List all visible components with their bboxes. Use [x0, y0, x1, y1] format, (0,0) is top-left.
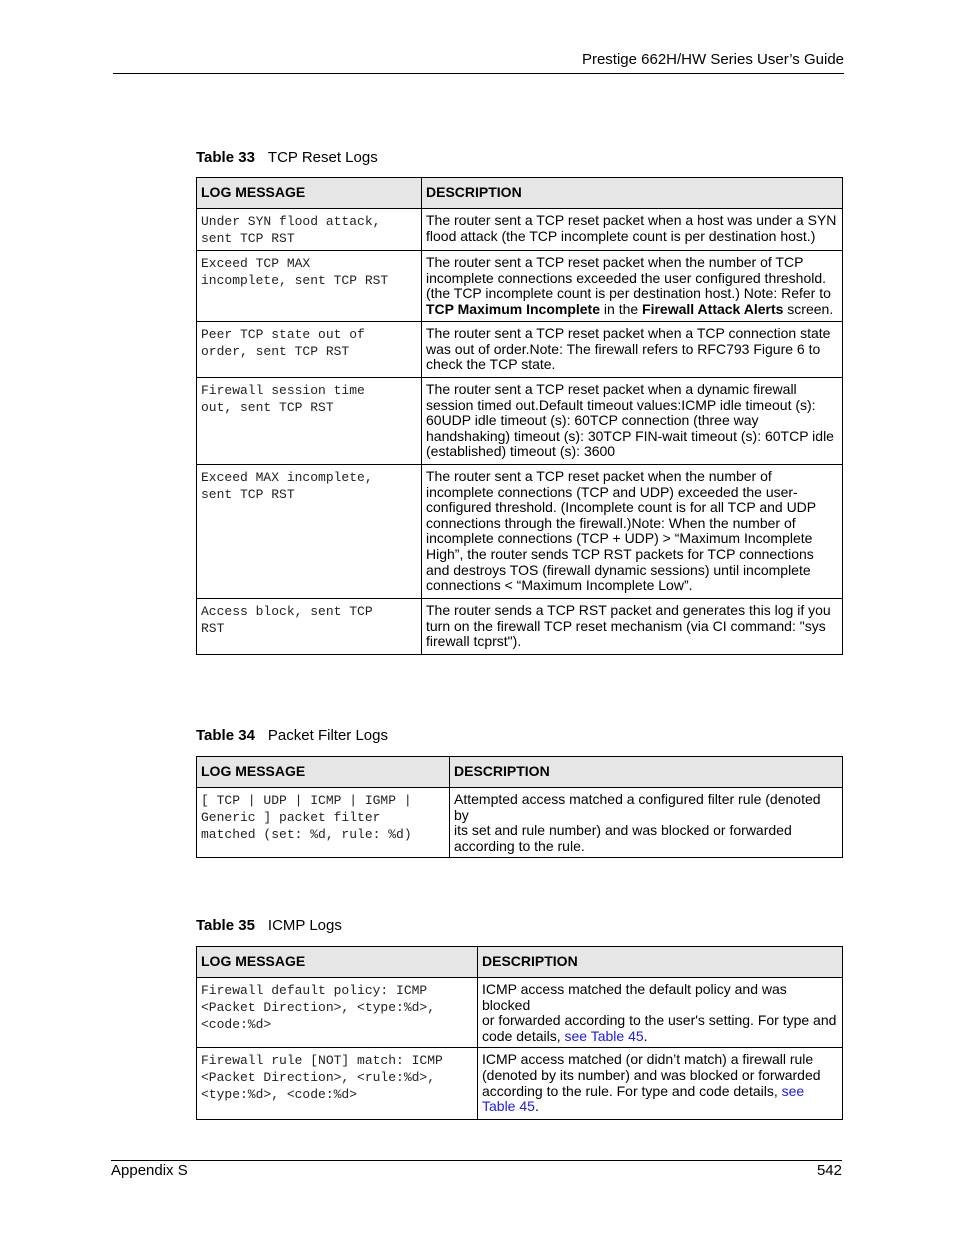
- description-line: session timed out.Default timeout values:ICMP idle timeout (s):: [426, 396, 816, 413]
- description-line: or forwarded according to the user's setting. For type and: [482, 1012, 837, 1029]
- description-line: High”, the router sends TCP RST packets for TCP connections: [426, 545, 814, 562]
- description-line: connections through the firewall.)Note: When the number of: [426, 514, 796, 531]
- description-line: and destroys TOS (firewall dynamic sessions) until incomplete: [426, 561, 811, 578]
- log-message-cell: [197, 465, 422, 599]
- description-line: connections < “Maximum Incomplete Low”.: [426, 577, 693, 594]
- table-title: Packet Filter Logs: [267, 727, 388, 744]
- header-rule: [113, 73, 844, 74]
- description-cell: [450, 788, 843, 858]
- table-row: [197, 599, 843, 655]
- description-line: flood attack (the TCP incomplete count is per destination host.): [426, 227, 816, 244]
- log-message-line: matched (set: %d, rule: %d): [201, 827, 412, 842]
- table-title: ICMP Logs: [267, 917, 342, 934]
- table-row: [197, 465, 843, 599]
- column-header-log-message: LOG MESSAGE: [197, 178, 422, 209]
- bold-term: TCP Maximum Incomplete: [426, 300, 601, 317]
- description-line: ICMP access matched (or didn’t match) a firewall rule: [482, 1051, 814, 1068]
- column-header-description: DESCRIPTION: [450, 757, 843, 788]
- description-line: (established) timeout (s): 3600: [426, 443, 616, 460]
- description-line: The router sent a TCP reset packet when the number of TCP: [426, 254, 804, 270]
- description-cell: [422, 465, 843, 599]
- see-link[interactable]: see: [781, 1082, 805, 1099]
- description-cell: [422, 322, 843, 378]
- description-cell: [478, 1048, 843, 1120]
- table-35-caption: [196, 916, 342, 936]
- description-line: incomplete connections exceeded the user configured threshold.: [426, 269, 827, 286]
- column-header-log-message: LOG MESSAGE: [197, 947, 478, 978]
- log-message-line: sent TCP RST: [201, 487, 295, 502]
- log-message-line: <type:%d>, <code:%d>: [201, 1087, 358, 1103]
- table-row: [197, 378, 843, 465]
- description-line: The router sent a TCP reset packet when a host was under a SYN: [426, 212, 837, 228]
- table-row: [197, 1048, 843, 1120]
- log-message-line: Firewall rule [NOT] match: ICMP: [201, 1053, 443, 1069]
- log-message-line: order, sent TCP RST: [201, 344, 350, 359]
- column-header-log-message: LOG MESSAGE: [197, 757, 450, 788]
- log-message-line: Exceed MAX incomplete,: [201, 470, 373, 485]
- table-row: [197, 251, 843, 322]
- log-message-line: [ TCP | UDP | ICMP | IGMP |: [201, 793, 412, 808]
- log-message-cell: [197, 788, 450, 858]
- table-header-row: [197, 757, 843, 788]
- description-line: [482, 1099, 838, 1115]
- description-line: [426, 302, 838, 318]
- description-line: [482, 1029, 838, 1045]
- log-message-line: Exceed TCP MAX: [201, 256, 311, 271]
- table-row: [197, 322, 843, 378]
- description-line: turn on the firewall TCP reset mechanism (via CI command: "sys: [426, 617, 826, 634]
- log-message-line: Under SYN flood attack,: [201, 214, 381, 229]
- column-header-description: DESCRIPTION: [478, 947, 843, 978]
- table-row: [197, 978, 843, 1048]
- page-number: 542: [816, 1162, 842, 1179]
- description-line: handshaking) timeout (s): 30TCP FIN-wait timeout (s): 60TCP idle: [426, 427, 834, 444]
- table-number: Table 33: [196, 149, 255, 166]
- text-fragment: in the: [600, 300, 643, 317]
- log-message-line: <Packet Direction>, <rule:%d>,: [201, 1070, 436, 1086]
- table-row: [197, 788, 843, 858]
- icmp-logs-table: [196, 946, 843, 1120]
- log-message-cell: [197, 378, 422, 465]
- description-line: firewall tcprst").: [426, 633, 522, 650]
- text-fragment: code details,: [482, 1027, 565, 1044]
- description-line: incomplete connections (TCP and UDP) exceeded the user-: [426, 483, 798, 500]
- description-line: The router sent a TCP reset packet when a TCP connection state: [426, 325, 831, 341]
- log-message-line: Peer TCP state out of: [201, 327, 365, 342]
- table-row: [197, 209, 843, 251]
- log-message-cell: [197, 978, 478, 1048]
- footer-appendix: Appendix S: [111, 1162, 188, 1179]
- log-message-line: Firewall session time: [201, 383, 365, 398]
- log-message-line: out, sent TCP RST: [201, 400, 334, 415]
- log-message-line: incomplete, sent TCP RST: [201, 273, 389, 288]
- table-number: Table 35: [196, 917, 255, 934]
- description-cell: [422, 599, 843, 655]
- table-header-row: [197, 947, 843, 978]
- packet-filter-logs-table: [196, 756, 843, 858]
- log-message-line: sent TCP RST: [201, 231, 295, 246]
- description-line: (the TCP incomplete count is per destination host.) Note: Refer to: [426, 285, 831, 302]
- description-line: Attempted access matched a configured filter rule (denoted by: [454, 791, 821, 823]
- log-message-cell: [197, 322, 422, 378]
- description-line: [482, 1084, 838, 1100]
- table-33-caption: [196, 148, 378, 168]
- table-number: Table 34: [196, 727, 255, 744]
- table-title: TCP Reset Logs: [267, 149, 378, 166]
- log-message-line: Access block, sent TCP: [201, 604, 373, 619]
- footer-rule: [111, 1160, 842, 1161]
- description-line: The router sent a TCP reset packet when the number of: [426, 468, 772, 484]
- text-fragment: according to the rule. For type and code details,: [482, 1082, 782, 1099]
- log-message-line: Generic ] packet filter: [201, 810, 381, 825]
- description-cell: [478, 978, 843, 1048]
- log-message-cell: [197, 1048, 478, 1120]
- text-fragment: .: [534, 1098, 539, 1115]
- description-line: its set and rule number) and was blocked or forwarded: [454, 822, 792, 839]
- description-line: The router sends a TCP RST packet and generates this log if you: [426, 602, 831, 618]
- table-34-caption: [196, 726, 388, 746]
- log-message-line: <code:%d>: [201, 1017, 272, 1032]
- description-line: check the TCP state.: [426, 356, 556, 373]
- description-line: ICMP access matched the default policy and was blocked: [482, 981, 787, 1013]
- log-message-line: RST: [201, 621, 225, 636]
- description-line: configured threshold. (Incomplete count is for all TCP and UDP: [426, 499, 817, 516]
- description-cell: [422, 378, 843, 465]
- text-fragment: .: [643, 1027, 648, 1044]
- text-fragment: screen.: [783, 300, 834, 317]
- description-line: 60UDP idle timeout (s): 60TCP connection (three way: [426, 412, 759, 429]
- description-line: according to the rule.: [454, 837, 585, 854]
- log-message-line: Firewall default policy: ICMP: [201, 983, 428, 998]
- running-header: Prestige 662H/HW Series User’s Guide: [581, 51, 844, 68]
- description-cell: [422, 251, 843, 322]
- description-line: was out of order.Note: The firewall refers to RFC793 Figure 6 to: [426, 340, 821, 357]
- table-header-row: [197, 178, 843, 209]
- table-45-link[interactable]: see Table 45: [564, 1027, 644, 1044]
- log-message-cell: [197, 251, 422, 322]
- tcp-reset-logs-table: [196, 177, 843, 655]
- description-line: (denoted by its number) and was blocked or forwarded: [482, 1066, 821, 1083]
- column-header-description: DESCRIPTION: [422, 178, 843, 209]
- description-line: The router sent a TCP reset packet when a dynamic firewall: [426, 381, 797, 397]
- log-message-cell: [197, 599, 422, 655]
- table-45-link[interactable]: Table 45: [482, 1098, 535, 1115]
- description-cell: [422, 209, 843, 251]
- log-message-line: <Packet Direction>, <type:%d>,: [201, 1000, 436, 1015]
- bold-term: Firewall Attack Alerts: [642, 300, 784, 317]
- log-message-cell: [197, 209, 422, 251]
- description-line: incomplete connections (TCP + UDP) > “Maximum Incomplete: [426, 530, 813, 547]
